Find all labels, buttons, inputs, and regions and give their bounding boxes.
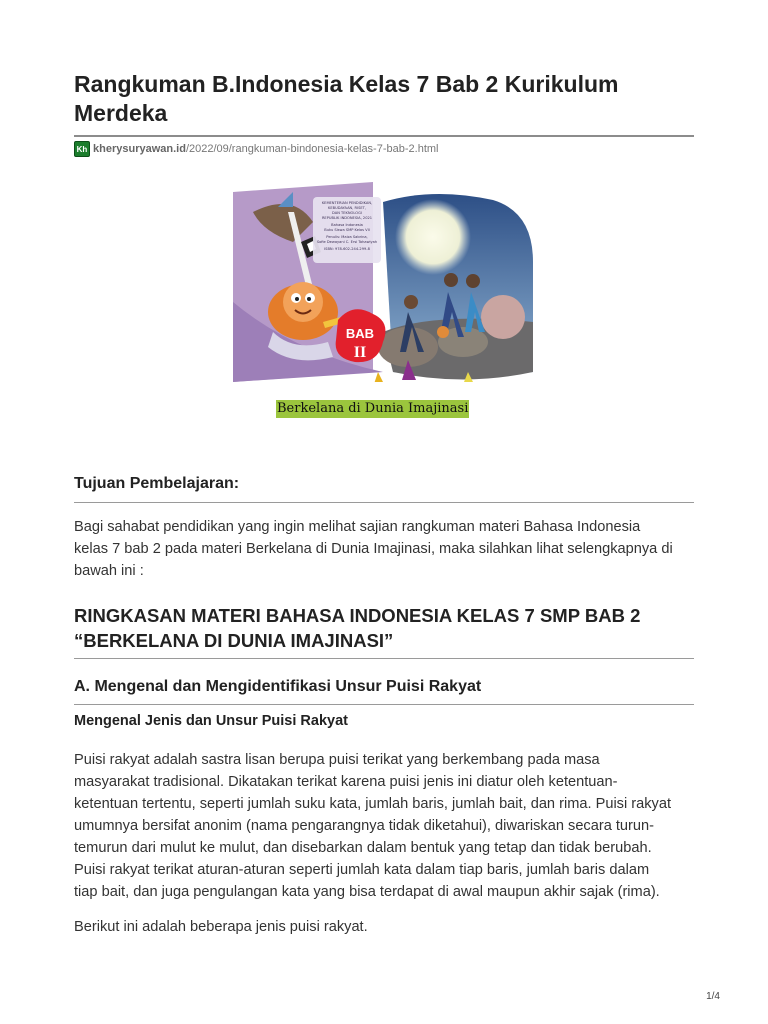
body-line: ketentuan tertentu, seperti jumlah suku kata, jumlah baris, jumlah bait, dan rima. Puisi rakyat	[74, 796, 672, 812]
body-line: tiap bait, dan juga pengulangan kata yang bisa terdapat di awal maupun akhir sajak (rima).	[74, 884, 660, 900]
cover-publisher-line: REPUBLIK INDONESIA, 2021	[321, 216, 373, 220]
article-title: Rangkuman B.Indonesia Kelas 7 Bab 2 Kurikulum Merdeka	[74, 71, 619, 126]
cover-publisher-line: Buku Siswa SMP Kelas VII	[324, 228, 370, 232]
body-paragraph	[74, 749, 694, 903]
body-line: temurun dari mulut ke mulut, dan disebarkan dalam bentuk yang tetap dan tidak berubah.	[74, 840, 652, 856]
section-a-heading: A. Mengenal dan Mengidentifikasi Unsur Puisi Rakyat	[74, 678, 482, 695]
cover-publisher-line: ISBN: 978-602-244-299-8	[324, 247, 370, 251]
intro-line: kelas 7 bab 2 pada materi Berkelana di Dunia Imajinasi, maka silahkan lihat selengkapnya di	[74, 541, 673, 557]
body-line: Puisi rakyat terikat aturan-aturan seperti jumlah kata dalam tiap baris, jumlah baris dalam	[74, 862, 650, 878]
subsection-heading: Mengenal Jenis dan Unsur Puisi Rakyat	[74, 713, 348, 729]
ringkasan-heading-line: RINGKASAN MATERI BAHASA INDONESIA KELAS 7 SMP BAB 2	[74, 605, 641, 626]
book-cover-image	[233, 182, 533, 382]
section-heading-tujuan: Tujuan Pembelajaran:	[74, 475, 240, 492]
source-domain[interactable]: kherysuryawan.id	[93, 143, 186, 155]
intro-paragraph	[74, 516, 694, 582]
source-path[interactable]: /2022/09/rangkuman-bindonesia-kelas-7-bab-2.html	[185, 143, 439, 155]
cover-publisher-line: Bahasa Indonesia	[331, 223, 363, 227]
body-line: Puisi rakyat adalah sastra lisan berupa puisi terikat yang berkembang pada masa	[74, 752, 600, 768]
title-divider	[74, 135, 694, 137]
cover-publisher-line: KEMENTERIAN PENDIDIKAN,	[321, 201, 373, 205]
cover-publisher-line: Penulis: Maiza Sabrina,	[326, 235, 368, 239]
badge-chapter-number: II	[353, 344, 367, 361]
body-line: masyarakat tradisional. Dikatakan terikat karena puisi jenis ini diatur oleh ketentuan-	[74, 774, 618, 790]
ringkasan-heading	[74, 603, 694, 653]
source-link[interactable]	[74, 141, 438, 157]
cover-publisher-line: KEBUDAYAAN, RISET,	[328, 206, 366, 210]
cover-publisher-line: DAN TEKNOLOGI	[332, 211, 362, 215]
ringkasan-heading-line: “BERKELANA DI DUNIA IMAJINASI”	[74, 630, 394, 651]
section-divider	[74, 502, 694, 503]
site-favicon-icon: Kh	[74, 141, 90, 157]
section-divider	[74, 704, 694, 705]
closing-paragraph: Berikut ini adalah beberapa jenis puisi rakyat.	[74, 919, 368, 935]
cover-caption: Berkelana di Dunia Imajinasi	[277, 401, 469, 416]
body-line: umumnya bersifat anonim (nama pengarangnya tidak diketahui), diwariskan secara turun-	[74, 818, 655, 834]
section-divider	[74, 658, 694, 659]
cover-publisher-line: Sofie Dewayani C. Ersi Tahawiyah	[316, 240, 378, 244]
page-number: 1/4	[706, 991, 720, 1002]
intro-line: bawah ini :	[74, 563, 144, 579]
badge-bab-label: BAB	[345, 326, 375, 341]
intro-line: Bagi sahabat pendidikan yang ingin melihat sajian rangkuman materi Bahasa Indonesia	[74, 519, 641, 535]
